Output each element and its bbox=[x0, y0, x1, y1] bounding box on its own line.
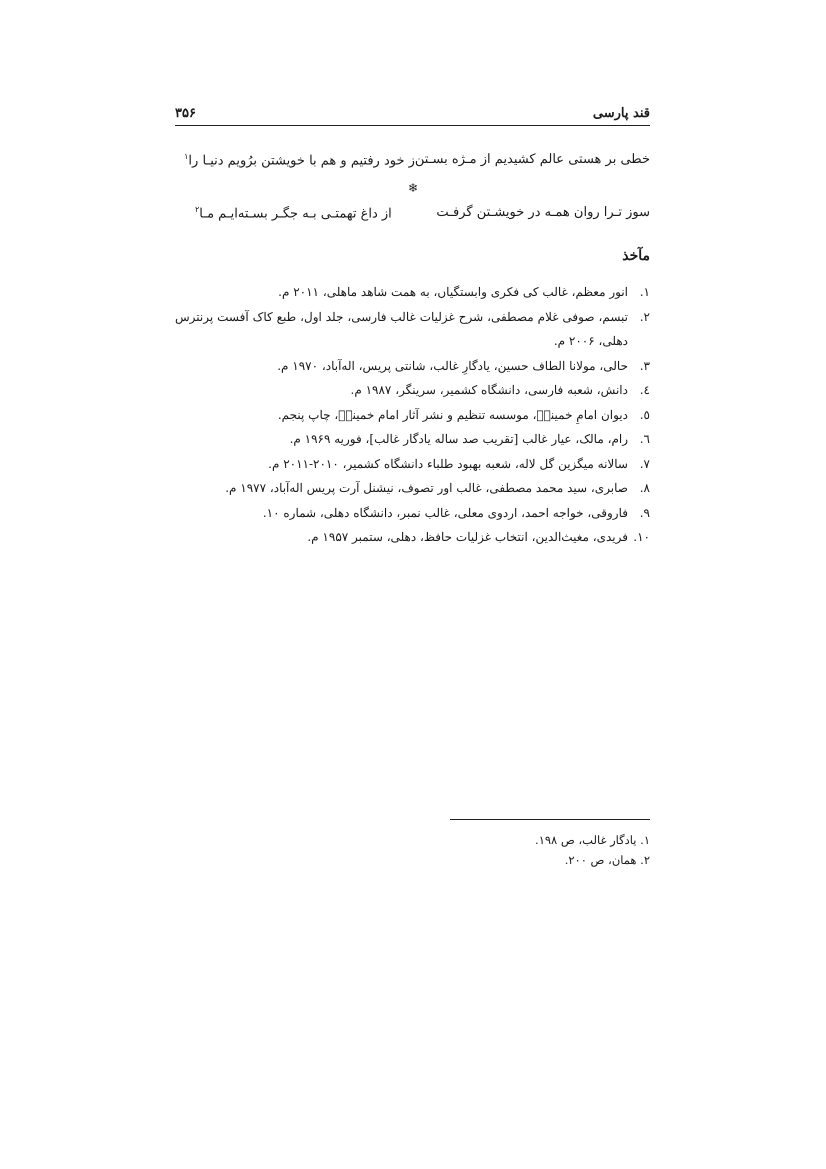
verse-first-hemistich bbox=[184, 152, 415, 168]
verse-text: خطی بر هستی عالم کشیدیم از مـژه بسـتن bbox=[414, 152, 650, 167]
source-text: دیوان امامِ خمینیؒ، موسسه تنظیم و نشر آثار امام خمینیؒ، چاپ پنجم. bbox=[277, 407, 628, 422]
verse-second-hemistich bbox=[436, 205, 650, 221]
source-item bbox=[175, 354, 650, 379]
source-number: ۱۰. bbox=[633, 530, 650, 544]
verse-text: ز خود رفتیم و هم با خویشتن برُویم دنیـا را bbox=[188, 153, 415, 169]
source-item bbox=[175, 452, 650, 477]
source-text: حالی، مولانا الطاف حسین، یادگارِ غالب، شانتی پریس، اله‌آباد، ۱۹۷۰ م. bbox=[277, 358, 628, 373]
ornament-separator: ❄ bbox=[407, 181, 419, 195]
running-header bbox=[175, 100, 650, 126]
source-item bbox=[175, 403, 650, 428]
source-text: دانش، شعبه فارسی، دانشگاه کشمیر، سرینگر، ۱۹۸۷ م. bbox=[350, 383, 628, 397]
verse-text: از داغ تهمتـی بـه جگـر بسـته‌ایـم مـا bbox=[199, 206, 392, 222]
footnote-item bbox=[350, 850, 650, 870]
source-text: صابری، سید محمد مصطفی، غالب اور تصوف، نیشنل آرت پریس اله‌آباد، ۱۹۷۷ م. bbox=[225, 481, 628, 495]
source-text: تبسم، صوفی غلام مصطفی، شرح غزلیات غالب فارسی، جلد اول، طبع کاک آفست پرنترس دهلی، ۲۰۰۶ م. bbox=[175, 309, 628, 348]
source-item bbox=[175, 280, 650, 305]
source-text: رام، مالک، عیار غالب [تقریب صد ساله یادگار غالب]، فوریه ۱۹۶۹ م. bbox=[289, 432, 628, 446]
source-number: ٦. bbox=[639, 432, 650, 446]
footnote-number: ۲. bbox=[640, 853, 650, 867]
source-number: ۲. bbox=[639, 309, 650, 324]
sources-list bbox=[175, 280, 650, 550]
source-number: ۷. bbox=[639, 456, 650, 471]
source-number: ٥. bbox=[639, 407, 650, 422]
verse-couplet bbox=[195, 205, 650, 221]
footnote-item bbox=[350, 830, 650, 850]
source-item bbox=[175, 476, 650, 501]
source-text: انور معظم، غالب کی فکری وابستگیاں، به همت شاهد ماهلی، ۲۰۱۱ م. bbox=[278, 285, 628, 299]
verse-first-hemistich bbox=[195, 205, 392, 221]
source-text: سالانه میگزین گل لاله، شعبه بهبود طلباء دانشگاه کشمیر، ۲۰۱۰-۲۰۱۱ م. bbox=[268, 456, 628, 471]
page-number: ۳۵۶ bbox=[175, 106, 196, 121]
verse-couplet bbox=[184, 152, 650, 169]
footnote-text: یادگار غالب، ص ۱۹۸. bbox=[535, 833, 637, 847]
journal-title: قند پارسی bbox=[592, 106, 650, 121]
source-text: فاروقی، خواجه احمد، اردوی معلی، غالب نمبر، دانشگاه دهلی، شماره ۱۰. bbox=[262, 505, 628, 520]
sources-heading: مآخذ bbox=[622, 248, 650, 264]
source-number: ۸. bbox=[639, 481, 650, 495]
source-item bbox=[175, 501, 650, 526]
source-item bbox=[175, 305, 650, 354]
footnote-text: همان، ص ۲۰۰. bbox=[564, 853, 637, 867]
footnote-marker: ۲ bbox=[195, 205, 200, 214]
source-item bbox=[175, 525, 650, 550]
verse-text: سوز تـرا روان همـه در خویشـتن گرفـت bbox=[436, 205, 650, 220]
source-number: ۱. bbox=[639, 285, 650, 299]
footnote-divider bbox=[450, 819, 650, 820]
source-number: ٤. bbox=[639, 383, 650, 397]
source-number: ۹. bbox=[639, 505, 650, 520]
source-text: فریدی، مغیث‌الدین، انتخاب غزلیات حافظ، دهلی، ستمبر ۱۹۵۷ م. bbox=[307, 530, 628, 544]
source-item bbox=[175, 427, 650, 452]
source-number: ۳. bbox=[639, 358, 650, 373]
footnotes bbox=[350, 830, 650, 870]
source-item bbox=[175, 378, 650, 403]
footnote-marker: ۱ bbox=[184, 152, 189, 161]
footnote-number: ۱. bbox=[640, 833, 650, 847]
verse-second-hemistich bbox=[415, 152, 650, 168]
